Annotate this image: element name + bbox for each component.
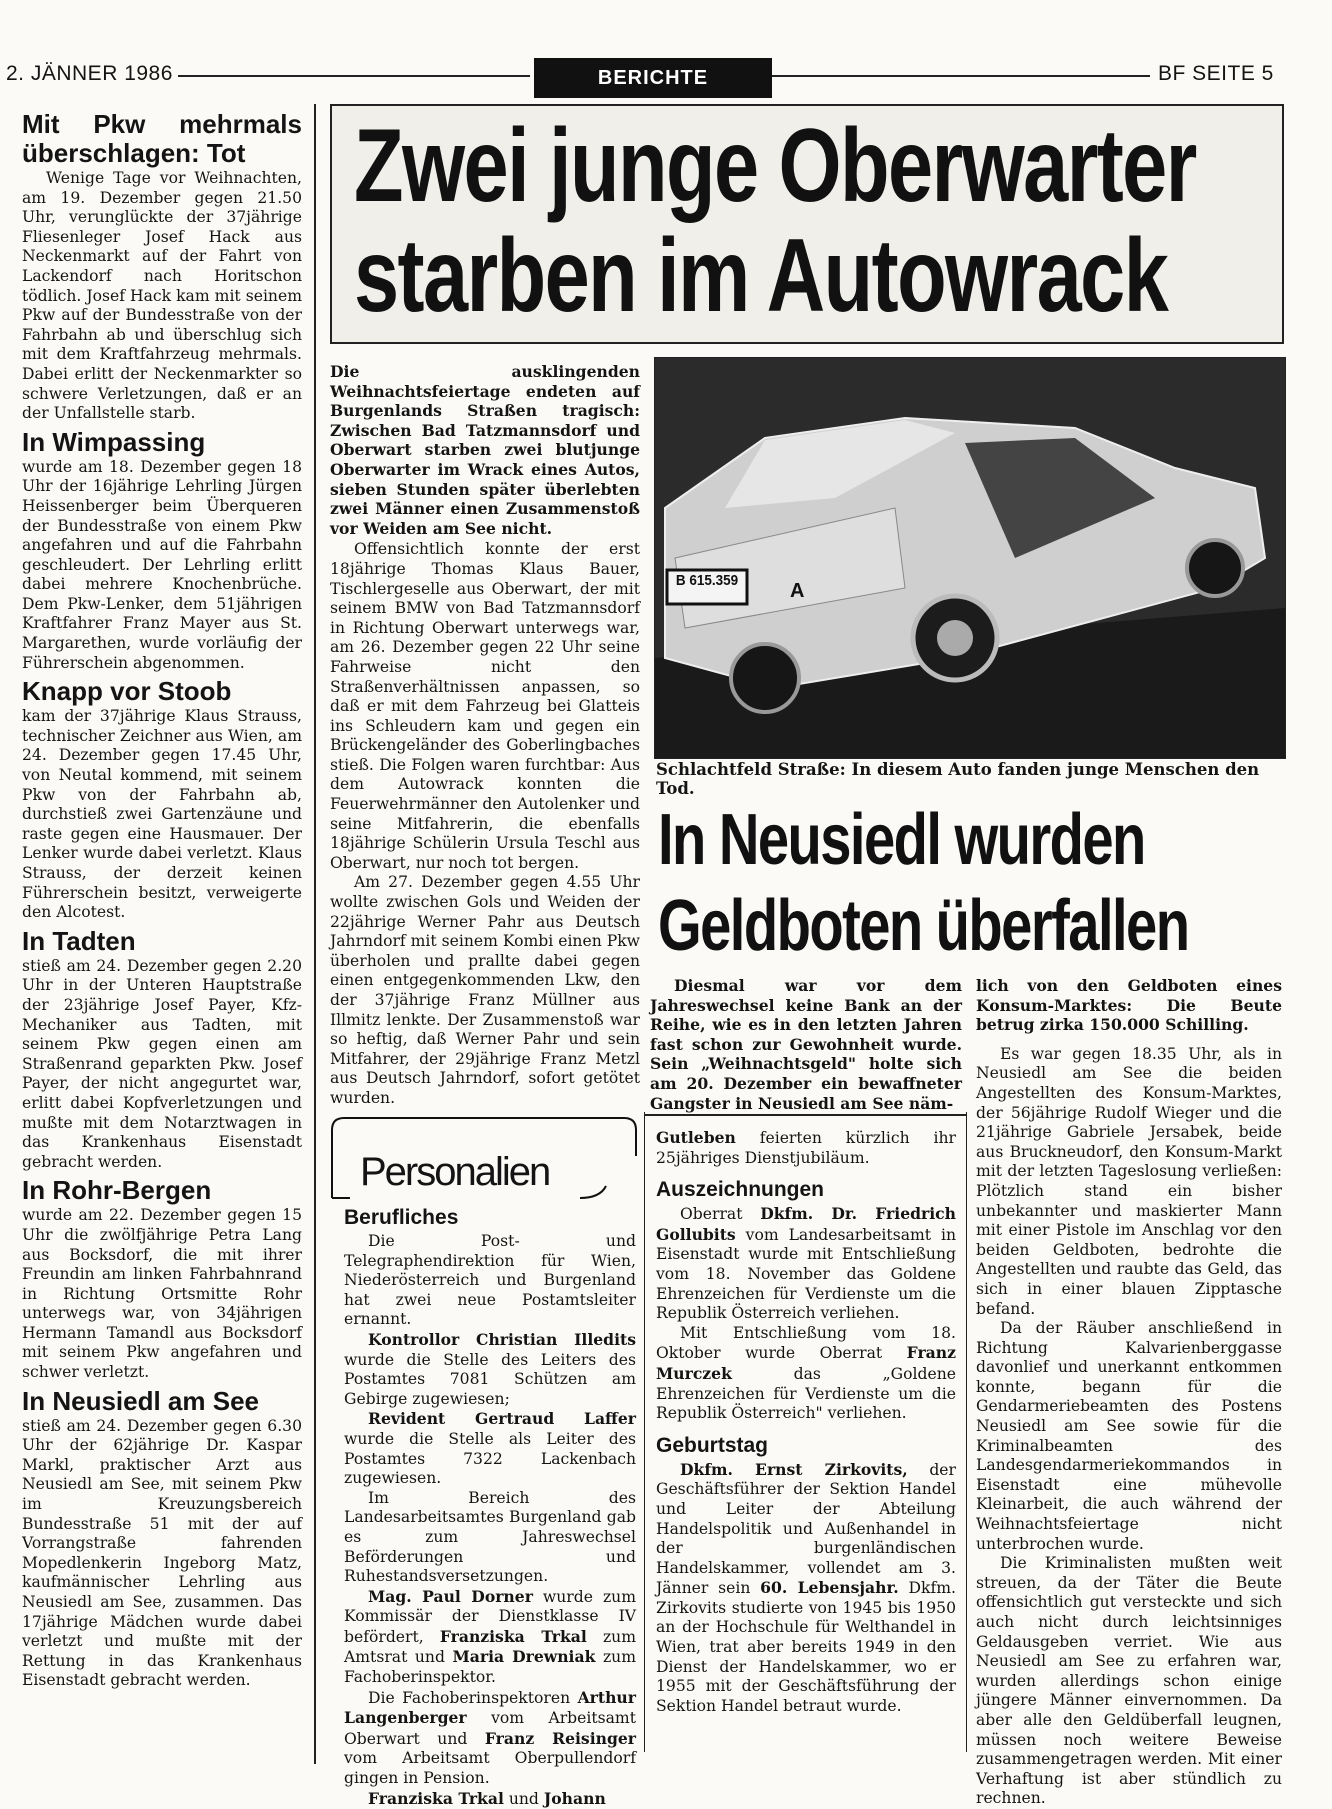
second-story-lead-a <box>650 976 962 1113</box>
berufliches-text <box>344 1330 636 1409</box>
column-rule <box>966 1112 967 1752</box>
berufliches-text-part: feierten kürzlich ihr 25jähriges Dienstjubiläum. <box>656 1129 956 1167</box>
auszeichnungen-text <box>656 1324 956 1424</box>
second-story-paragraph: Da der Räuber anschließend in Richtung Kalvarienberggasse davonlief und unerkannt entkommen konnte, begann für die Gendarmeriebeamten des Postens Neusiedl am See sowie für die Kriminalbeamten des Landesgendarmeriekommandos in Eisenstadt eine mühevolle Kleinarbeit, die auch während der Weihnachtsfeiertage nicht unterbrochen wurde. <box>976 1319 1282 1553</box>
auszeichnungen-text-part: vom Landesarbeitsamt in Eisenstadt wurde mit Entschließung vom 18. November das Goldene Ehrenzeichen für Verdienste um die Republik Österreich verliehen. <box>656 1225 956 1323</box>
section-text: kam der 37jährige Klaus Strauss, technischer Zeichner aus Wien, am 24. Dezember gegen 17.45 Uhr, von Neutal kommend, mit seinem Pkw von der Fahrbahn ab, durchstieß zwei Gartenzäune und raste gegen eine Hausmauer. Der Lenker wurde dabei verletzt. Klaus Strauss, der derzeit keinen Führerschein besitzt, verweigerte den Alcotest. <box>22 707 302 922</box>
section-title: In Tadten <box>22 925 136 956</box>
auszeichnungen-text-part: Mit Entschließung vom 18. Oktober wurde Oberrat <box>656 1323 956 1363</box>
person-name: Dkfm. Ernst Zirkovits, <box>680 1459 908 1479</box>
berufliches-text-part: zum Fachoberinspektor. <box>344 1648 636 1687</box>
berufliches-text <box>344 1409 636 1488</box>
personalien-title: Personalien <box>360 1150 550 1194</box>
lead-headline: Mit Pkw mehrmals überschlagen: Tot <box>22 109 302 168</box>
main-story-paragraph: Am 27. Dezember gegen 4.55 Uhr wollte zwischen Gols und Weiden der 22jährige Werner Pahr aus Deutsch Jahrndorf mit seinem Kombi einen Pkw überholen und prallte dabei gegen einen entgegenkommenden Lkw, den der 37jährige Franz Müllner aus Illmitz lenkte. Der Zusammenstoß war so heftig, daß Werner Pahr und sein Mitfahrer, der 29jährige Franz Metzl aus Deutsch Jahrndorf, sofort getötet wurden. <box>330 873 640 1107</box>
second-story-paragraph: Die Kriminalisten mußten weit streuen, da der Täter die Beute offensichtlich gut versteckte und sich auch nicht durch leichtsinniges Geldausgeben verriet. Wie aus Neusiedl am See zu erfahren war, wurden allerdings schon einige jüngere Männer einvernommen. Da aber alle den Geldüberfall leugnen, müssen noch weitere Beweise zusammengetragen werden. Mit einer Verhaftung ist aber stündlich zu rechnen. <box>976 1554 1282 1808</box>
left-column <box>22 110 302 1691</box>
license-plate: B 615.359 <box>675 572 739 589</box>
auszeichnungen-text-part: Oberrat <box>680 1205 743 1224</box>
section-text: stieß am 24. Dezember gegen 2.20 Uhr in der Unteren Hauptstraße der 23jährige Josef Payer, Kfz-Mechaniker aus Tadten, mit seinem Pkw gegen einen am Straßenrand geparkten Pkw. Josef Payer, der nicht angegurtet war, erlitt dabei Kopfverletzungen und mußte mit dem Notarztwagen in das Krankenhaus Eisenstadt gebracht werden. <box>22 956 302 1171</box>
geburtstag-heading: Geburtstag <box>656 1433 769 1457</box>
person-name: Mag. Paul Dorner <box>368 1586 533 1606</box>
photo-caption: Schlachtfeld Straße: In diesem Auto fanden junge Menschen den Tod. <box>656 760 1260 798</box>
section-text: wurde am 18. Dezember gegen 18 Uhr der 16jährige Lehrling Jürgen Heissenberger beim Überqueren der Bundesstraße von einem Pkw angefahren und auf die Fahrbahn geschleudert. Der Lehrling erlitt dabei mehrere Knochenbrüche. Dem Pkw-Lenker, dem 51jährigen Kraftfahrer Franz Mayer aus St. Margarethen, wurde vorläufig der Führerschein abgenommen. <box>22 457 302 672</box>
second-headline-line2: Geldboten überfallen <box>658 886 1189 966</box>
person-name: Franziska Trkal <box>368 1788 504 1808</box>
person-name: Revident Gertraud Laffer <box>368 1409 636 1429</box>
berufliches-text-part: wurde zum Kommissär der Dienstklasse IV befördert, <box>344 1587 636 1646</box>
person-name: Johann <box>543 1788 606 1808</box>
geburtstag-text-part: Dkfm. Zirkovits studierte von 1945 bis 1950 an der Hochschule für Welthandel in Wien, trat aber bereits 1949 in den Dienst der Handelskammer, wo er 1955 mit der Geschäftsführung der Sektion Handel betraut wurde. <box>656 1579 956 1715</box>
berufliches-text-part: Die Fachoberinspektoren <box>368 1688 571 1707</box>
car-wreck-photo <box>654 357 1286 759</box>
second-story-lead-text: Diesmal war vor dem Jahreswechsel keine Bank an der Reihe, wie es in den letzten Jahren fast schon zur Gewohnheit wurde. Sein „Weihnachtsgeld" holte sich am 20. Dezember ein bewaffneter Gangster in Neusiedl am See näm- <box>650 976 962 1113</box>
main-story-column <box>330 362 640 1109</box>
column-rule <box>644 1112 645 1752</box>
berufliches-text: Im Bereich des Landesarbeitsamtes Burgenland gab es zum Jahreswechsel Beförderungen und Ruhestandsversetzungen. <box>344 1488 636 1586</box>
person-name: Arthur Langenberger <box>344 1687 636 1728</box>
berufliches-text-part: vom Arbeitsamt Oberwart und <box>344 1709 636 1748</box>
berufliches-text <box>344 1789 636 1809</box>
second-headline-line1: In Neusiedl wurden <box>658 800 1145 880</box>
country-plate: A <box>790 580 805 602</box>
header-rule-right <box>772 75 1150 77</box>
auszeichnungen-heading: Auszeichnungen <box>656 1178 825 1202</box>
section-title: In Neusiedl am See <box>22 1385 259 1416</box>
person-name: Maria Drewniak <box>452 1647 596 1667</box>
personalien-column-2 <box>656 1128 956 1716</box>
berufliches-text-part: wurde die Stelle als Leiter des Postamtes 7322 Lackenbach zugewiesen. <box>344 1429 636 1488</box>
berufliches-heading: Berufliches <box>344 1206 459 1229</box>
person-name: Franz Murczek <box>656 1343 956 1383</box>
main-story-lead: Die ausklingenden Weihnachtsfeiertage endeten auf Burgenlands Straßen tragisch: Zwischen Bad Tatzmannsdorf und Oberwart starben zwei blutjunge Oberwarter im Wrack eines Autos, sieben Stunden später überlebten zwei Männer einen Zusammenstoß vor Weiden am See nicht. <box>330 362 640 538</box>
berufliches-text: Die Post- und Telegraphendirektion für Wien, Niederösterreich und Burgenland hat zwei neue Postamtsleiter ernannt. <box>344 1232 636 1329</box>
personalien-column-1 <box>344 1206 636 1809</box>
car-wreck-illustration <box>655 358 1285 758</box>
person-name: Franziska Trkal <box>439 1626 587 1646</box>
auszeichnungen-text <box>656 1204 956 1324</box>
geburtstag-text-part: der Geschäftsführer der Sektion Handel und Leiter der Abteilung Handelspolitik und Außenhandel in der burgenländischen Handelskammer, vollendet am 3. Jänner sein <box>656 1460 956 1598</box>
personalien-title-box <box>330 1116 638 1202</box>
berufliches-text-part: zum Amtsrat und <box>344 1627 636 1667</box>
section-title: Knapp vor Stoob <box>22 676 232 707</box>
page-number: BF SEITE 5 <box>1158 62 1274 85</box>
person-name: Franz Reisinger <box>484 1728 637 1748</box>
berufliches-continued <box>656 1128 956 1168</box>
section-label: BERICHTE <box>536 60 770 96</box>
lead-text: Wenige Tage vor Weihnachten, am 19. Dezember gegen 21.50 Uhr, verunglückte der 37jährige Fliesenleger Josef Hack aus Neckenmarkt auf der Fahrt von Lackendorf nach Horitschon tödlich. Josef Hack kam mit seinem Pkw auf der Bundesstraße von der Fahrbahn ab und überschlug sich mit dem Kraftfahrzeug mehrmals. Dabei erlitt der Neckenmarkter so schwere Verletzungen, daß er an der Unfallstelle starb. <box>22 169 302 423</box>
person-name: Kontrollor Christian Illedits <box>368 1329 636 1349</box>
issue-date: 2. JÄNNER 1986 <box>6 62 173 85</box>
auszeichnungen-text-part: das „Goldene Ehrenzeichen für Verdienste um die Republik Österreich" verliehen. <box>656 1364 956 1423</box>
birthday-highlight: 60. Lebensjahr. <box>760 1578 899 1598</box>
main-headline-box <box>330 104 1284 344</box>
column-rule <box>314 104 316 1764</box>
section-text: wurde am 22. Dezember gegen 15 Uhr die zwölfjährige Petra Lang aus Bocksdorf, die mit ihrer Freundin am linken Fahrbahnrand in Richtung Ortsmitte Rohr unterwegs war, von 34jährigen Hermann Tamandl aus Bocksdorf mit seinem Pkw angefahren und schwer verletzt. <box>22 1206 302 1382</box>
berufliches-text <box>344 1688 636 1789</box>
section-title: In Wimpassing <box>22 426 206 457</box>
personalien-top-rule <box>644 1114 966 1116</box>
second-story-paragraph: Es war gegen 18.35 Uhr, als in Neusiedl am See die beiden Angestellten des Konsum-Marktes, der 56jährige Rudolf Wieger und die 21jährige Gabriele Jersabek, beide aus Bruckneudorf, den Konsum-Markt mit der letzten Tageslosung verließen: Plötzlich stand ein bisher unbekannter und maskierter Mann mit einer Pistole im Anschlag vor den beiden Geldboten, bedrohte die Angestellten und raubte das Geld, das sich in einer blauen Zipptasche befand. <box>976 1044 1282 1318</box>
main-headline-line2: starben im Autowrack <box>354 218 1168 334</box>
berufliches-text-part: wurde die Stelle des Leiters des Postamtes 7081 Schützen am Gebirge zugewiesen; <box>344 1350 636 1408</box>
second-story-lead-text: lich von den Geldboten eines Konsum-Marktes: Die Beute betrug zirka 150.000 Schilling. <box>976 976 1282 1035</box>
main-headline-line1: Zwei junge Oberwarter <box>354 108 1196 224</box>
geburtstag-text <box>656 1460 956 1717</box>
berufliches-text-part: und <box>508 1789 539 1808</box>
section-text: stieß am 24. Dezember gegen 6.30 Uhr der 62jährige Dr. Kaspar Markl, praktischer Arzt aus Neusiedl am See, mit seinem Pkw im Kreuzungsbereich Bundesstraße 51 mit der auf Vorrangstraße fahrenden Mopedlenkerin Ingeborg Matz, kaufmännischer Lehrling aus Neusiedl am See, zusammen. Das 17jährige Mädchen wurde dabei verletzt und mußte mit der Rettung in das Krankenhaus Eisenstadt gebracht werden. <box>22 1416 302 1690</box>
person-name: Gutleben <box>656 1128 736 1147</box>
berufliches-text <box>344 1587 636 1688</box>
second-story-right-column <box>976 976 1282 1809</box>
person-name: Dkfm. Dr. Friedrich Gollubits <box>656 1204 956 1244</box>
berufliches-text-part: vom Arbeitsamt Oberpullendorf gingen in Pension. <box>344 1749 636 1788</box>
section-title: In Rohr-Bergen <box>22 1175 212 1206</box>
main-story-paragraph: Offensichtlich konnte der erst 18jährige Thomas Klaus Bauer, Tischlergeselle aus Oberwart, der mit seinem BMW von Bad Tatzmannsdorf in Richtung Oberwart unterwegs war, am 26. Dezember gegen 22 Uhr seine Fahrweise nicht den Straßenverhältnissen anpassen, so daß er mit dem Fahrzeug bei Glatteis ins Schleudern kam und gegen ein Brückengeländer des Goberlingbaches stieß. Die Folgen waren furchtbar: Aus dem Autowrack konnten die Feuerwehrmänner den Autolenker und seine Mitfahrerin, die ebenfalls 18jährige Schülerin Ursula Teschl aus Oberwart, nur noch tot bergen. <box>330 540 640 872</box>
header-rule-left <box>178 75 530 77</box>
